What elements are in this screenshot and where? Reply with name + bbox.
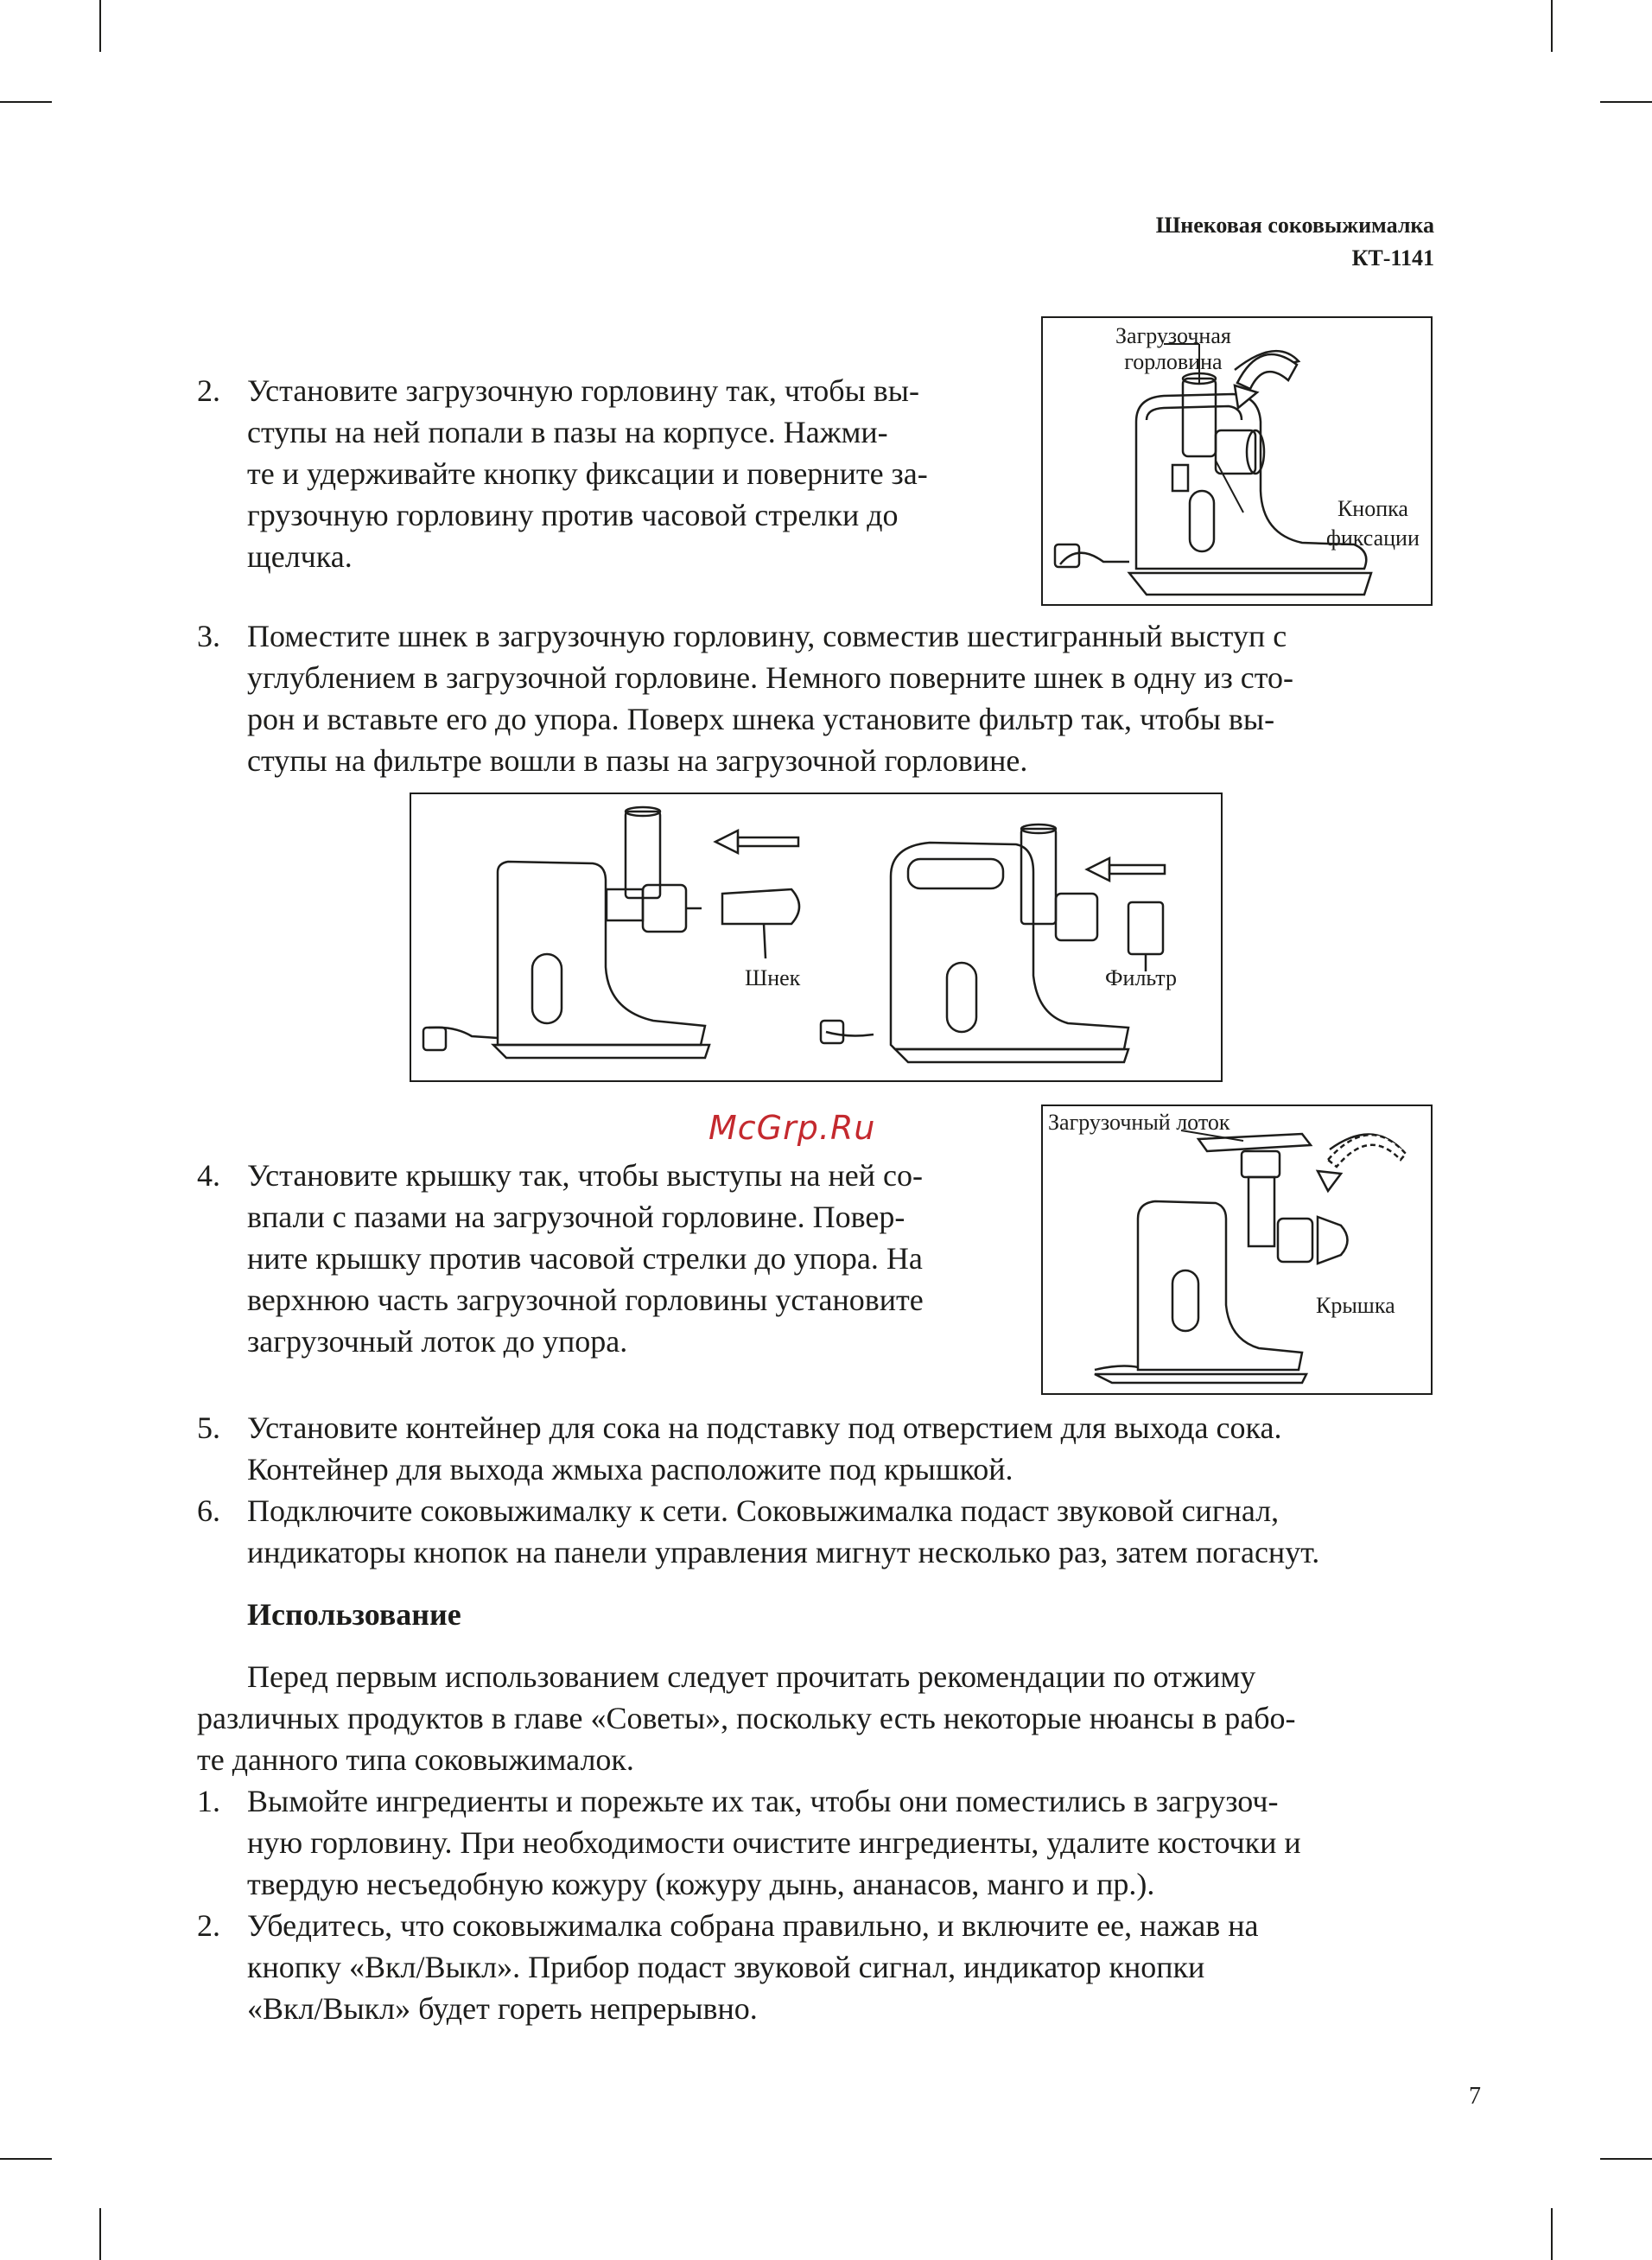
running-header bbox=[1156, 209, 1434, 275]
text-line: Контейнер для выхода жмыха расположите под крышкой. bbox=[247, 1452, 1013, 1487]
watermark: McGrp.Ru bbox=[708, 1109, 876, 1147]
usage-step-2 bbox=[197, 1905, 1458, 2029]
step-text bbox=[247, 1905, 1259, 2029]
crop-mark bbox=[0, 101, 52, 103]
label-feed-chute bbox=[1115, 323, 1231, 375]
figure-cap-tray-install bbox=[1041, 1105, 1433, 1395]
text-line: ните крышку против часовой стрелки до упора. На bbox=[247, 1241, 923, 1276]
text-line: те данного типа соковыжималок. bbox=[197, 1742, 634, 1777]
step-number: 1. bbox=[197, 1784, 220, 1818]
text-line: твердую несъедобную кожуру (кожуру дынь, ананасов, манго и пр.). bbox=[247, 1867, 1155, 1901]
header-title: Шнековая соковыжималка bbox=[1155, 213, 1434, 238]
step-text bbox=[247, 615, 1293, 781]
page-number: 7 bbox=[1469, 2083, 1481, 2110]
text-line: ную горловину. При необходимости очистите ингредиенты, удалите косточки и bbox=[247, 1825, 1301, 1860]
step-number: 4. bbox=[197, 1158, 220, 1193]
text-line: Установите крышку так, чтобы выступы на ней со- bbox=[247, 1158, 924, 1193]
text-line: Поместите шнек в загрузочную горловину, совместив шестигранный выступ с bbox=[247, 619, 1287, 653]
text-line: Установите загрузочную горловину так, чтобы вы- bbox=[247, 373, 919, 408]
step-4 bbox=[197, 1155, 1026, 1362]
text-line: верхнюю часть загрузочной горловины установите bbox=[247, 1283, 924, 1317]
step-text bbox=[247, 370, 928, 577]
step-text bbox=[247, 1407, 1281, 1490]
text-line: ступы на фильтре вошли в пазы на загрузочной горловине. bbox=[247, 743, 1028, 778]
juicer-illustration bbox=[1043, 318, 1434, 608]
text-line: Перед первым использованием следует прочитать рекомендации по отжиму bbox=[247, 1659, 1256, 1694]
step-number: 3. bbox=[197, 619, 220, 653]
text-line: индикаторы кнопок на панели управления мигнут несколько раз, затем погаснут. bbox=[247, 1535, 1320, 1569]
crop-mark bbox=[99, 0, 101, 52]
label-line: Кнопка bbox=[1337, 496, 1408, 521]
label-auger: Шнек bbox=[745, 965, 801, 990]
cap-tray-illustration bbox=[1043, 1106, 1434, 1397]
crop-mark bbox=[0, 2158, 52, 2160]
step-text bbox=[247, 1780, 1301, 1905]
step-text bbox=[247, 1155, 924, 1362]
label-lock-button bbox=[1326, 494, 1420, 553]
step-number: 2. bbox=[197, 373, 220, 408]
label-line: Загрузочная bbox=[1115, 323, 1231, 348]
step-number: 2. bbox=[197, 1908, 220, 1943]
text-line: Подключите соковыжималку к сети. Соковыжималка подаст звуковой сигнал, bbox=[247, 1493, 1280, 1528]
step-number: 5. bbox=[197, 1410, 220, 1445]
text-line: щелчка. bbox=[247, 539, 353, 574]
step-text bbox=[247, 1490, 1319, 1573]
step-3 bbox=[197, 615, 1458, 781]
header-model: КТ-1141 bbox=[1351, 245, 1434, 271]
step-5 bbox=[197, 1407, 1458, 1490]
figure-feed-chute-install bbox=[1041, 316, 1433, 606]
text-line: впали с пазами на загрузочной горловине. Повер- bbox=[247, 1200, 905, 1234]
section-heading-usage: Использование bbox=[247, 1597, 461, 1632]
label-line: горловина bbox=[1124, 349, 1223, 374]
label-filter: Фильтр bbox=[1105, 965, 1177, 990]
step-6 bbox=[197, 1490, 1458, 1573]
crop-mark bbox=[1551, 2208, 1553, 2260]
text-line: кнопку «Вкл/Выкл». Прибор подаст звуковой сигнал, индикатор кнопки bbox=[247, 1950, 1205, 1984]
text-line: Вымойте ингредиенты и порежьте их так, чтобы они поместились в загрузоч- bbox=[247, 1784, 1279, 1818]
text-line: Установите контейнер для сока на подставку под отверстием для выхода сока. bbox=[247, 1410, 1282, 1445]
text-line: загрузочный лоток до упора. bbox=[247, 1324, 628, 1359]
text-line: те и удерживайте кнопку фиксации и поверните за- bbox=[247, 456, 928, 491]
text-line: Убедитесь, что соковыжималка собрана правильно, и включите ее, нажав на bbox=[247, 1908, 1259, 1943]
crop-mark bbox=[1551, 0, 1553, 52]
text-line: различных продуктов в главе «Советы», поскольку есть некоторые нюансы в рабо- bbox=[197, 1701, 1296, 1735]
usage-step-1 bbox=[197, 1780, 1458, 1905]
step-2 bbox=[197, 370, 1026, 577]
step-number: 6. bbox=[197, 1493, 220, 1528]
label-line: фиксации bbox=[1326, 525, 1420, 551]
figure-auger-filter-install bbox=[410, 793, 1223, 1082]
crop-mark bbox=[1600, 2158, 1652, 2160]
text-line: грузочную горловину против часовой стрелки до bbox=[247, 498, 899, 532]
usage-intro bbox=[197, 1656, 1458, 1780]
text-line: ступы на ней попали в пазы на корпусе. Нажми- bbox=[247, 415, 888, 449]
text-line: углублением в загрузочной горловине. Немного поверните шнек в одну из сто- bbox=[247, 660, 1294, 695]
auger-filter-illustration bbox=[411, 794, 1224, 1084]
text-line: «Вкл/Выкл» будет гореть непрерывно. bbox=[247, 1991, 758, 2026]
crop-mark bbox=[99, 2208, 101, 2260]
label-feed-tray: Загрузочный лоток bbox=[1048, 1110, 1230, 1135]
label-cap: Крышка bbox=[1316, 1293, 1395, 1318]
text-line: рон и вставьте его до упора. Поверх шнека установите фильтр так, чтобы вы- bbox=[247, 702, 1275, 736]
crop-mark bbox=[1600, 101, 1652, 103]
